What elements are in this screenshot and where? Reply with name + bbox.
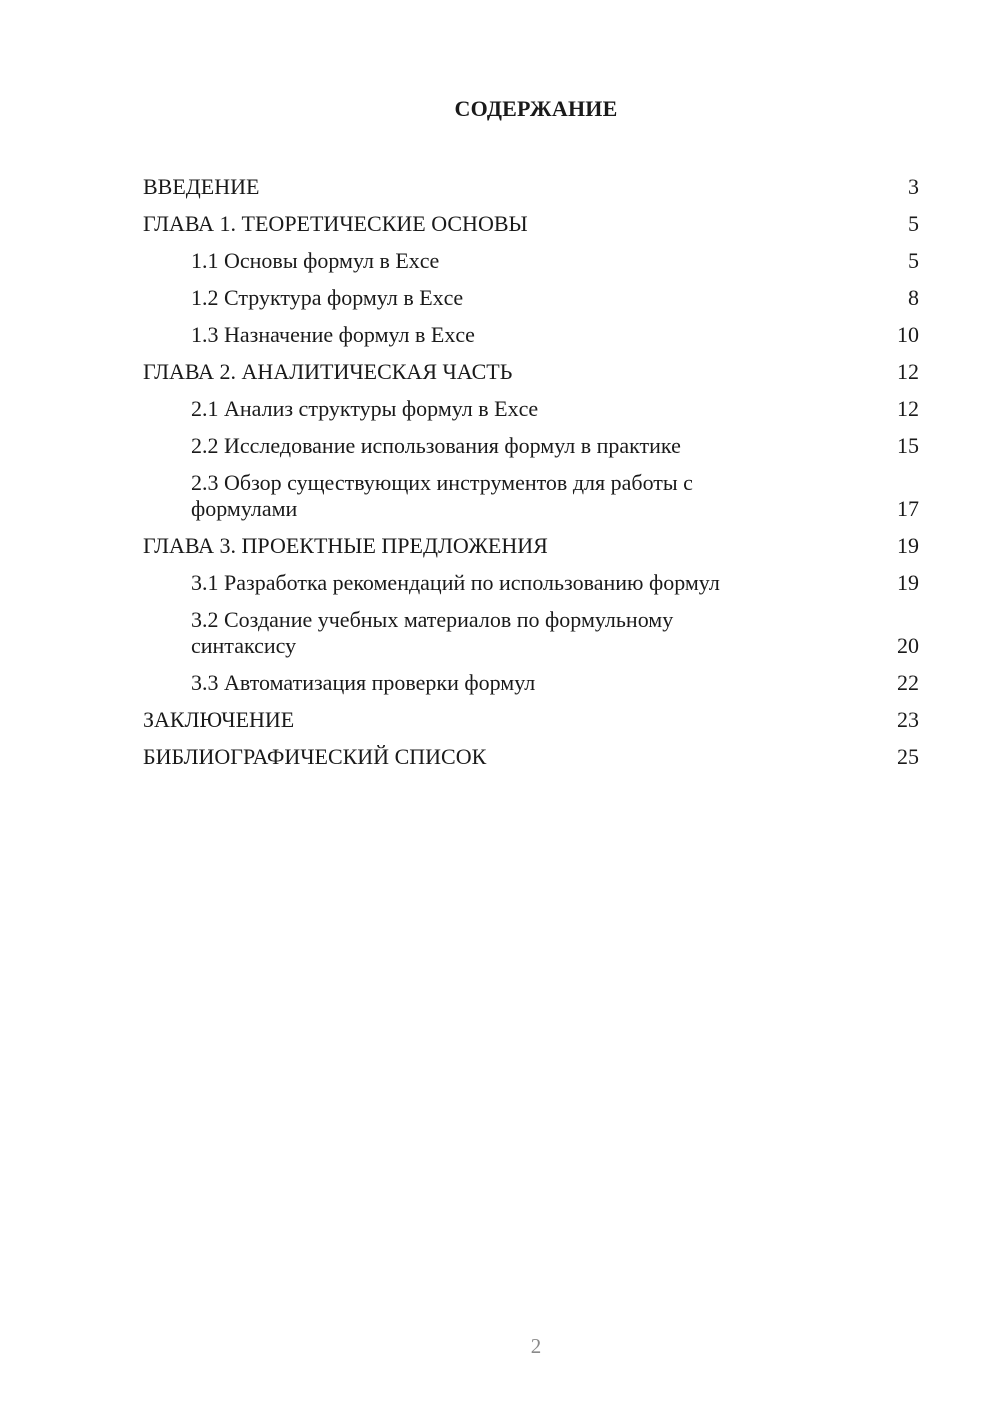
toc-entry-page: 19 xyxy=(897,570,919,595)
toc-entry-page: 8 xyxy=(908,285,919,310)
toc-entry-section-2-3[interactable] xyxy=(143,465,919,528)
page-number: 2 xyxy=(530,1334,542,1358)
toc-entry-section-3-3[interactable] xyxy=(143,665,919,702)
toc-entry-section-3-2[interactable] xyxy=(143,602,919,665)
toc-entry-chapter-1[interactable] xyxy=(143,206,919,243)
toc-entry-introduction[interactable] xyxy=(143,169,919,206)
toc-entry-page: 5 xyxy=(908,248,919,273)
page-title: СОДЕРЖАНИЕ xyxy=(454,96,618,121)
toc-entry-label: 2.3 Обзор существующих инструментов для работы с формулами xyxy=(191,470,693,521)
toc-entry-page: 20 xyxy=(897,633,919,658)
toc-entry-label: 3.3 Автоматизация проверки формул xyxy=(191,670,536,695)
toc-entry-page: 23 xyxy=(897,707,919,732)
toc-entry-section-2-1[interactable] xyxy=(143,391,919,428)
toc-entry-label: ГЛАВА 1. ТЕОРЕТИЧЕСКИЕ ОСНОВЫ xyxy=(143,211,528,236)
toc-entry-label: 2.2 Исследование использования формул в практике xyxy=(191,433,681,458)
toc-entry-conclusion[interactable] xyxy=(143,702,919,739)
toc-entry-page: 15 xyxy=(897,433,919,458)
toc-entry-page: 3 xyxy=(908,174,919,199)
toc-entry-label: 1.1 Основы формул в Exce xyxy=(191,248,440,273)
toc-entry-label: ЗАКЛЮЧЕНИЕ xyxy=(143,707,295,732)
toc-entry-label: 1.2 Структура формул в Exce xyxy=(191,285,464,310)
toc-entry-label: ГЛАВА 2. АНАЛИТИЧЕСКАЯ ЧАСТЬ xyxy=(143,359,513,384)
toc-entry-bibliography[interactable] xyxy=(143,739,919,776)
toc-entry-label: ГЛАВА 3. ПРОЕКТНЫЕ ПРЕДЛОЖЕНИЯ xyxy=(143,533,548,558)
toc-entry-page: 25 xyxy=(897,744,919,769)
toc-entry-label: ВВЕДЕНИЕ xyxy=(143,174,260,199)
toc-entry-label: 1.3 Назначение формул в Exce xyxy=(191,322,475,347)
toc-entry-page: 17 xyxy=(897,496,919,521)
toc-entry-label: 3.1 Разработка рекомендаций по использованию формул xyxy=(191,570,720,595)
toc-entry-section-2-2[interactable] xyxy=(143,428,919,465)
toc-entry-label: 3.2 Создание учебных материалов по формульному синтаксису xyxy=(191,607,674,658)
toc-entry-chapter-2[interactable] xyxy=(143,354,919,391)
toc-entry-page: 22 xyxy=(897,670,919,695)
toc-entry-page: 5 xyxy=(908,211,919,236)
toc-entry-page: 12 xyxy=(897,396,919,421)
toc-entry-section-1-2[interactable] xyxy=(143,280,919,317)
table-of-contents xyxy=(143,169,919,776)
toc-entry-section-1-3[interactable] xyxy=(143,317,919,354)
toc-entry-chapter-3[interactable] xyxy=(143,528,919,565)
toc-entry-label: 2.1 Анализ структуры формул в Exce xyxy=(191,396,539,421)
toc-entry-label: БИБЛИОГРАФИЧЕСКИЙ СПИСОК xyxy=(143,744,487,769)
toc-entry-page: 12 xyxy=(897,359,919,384)
toc-entry-page: 10 xyxy=(897,322,919,347)
toc-entry-section-1-1[interactable] xyxy=(143,243,919,280)
toc-entry-section-3-1[interactable] xyxy=(143,565,919,602)
toc-entry-page: 19 xyxy=(897,533,919,558)
